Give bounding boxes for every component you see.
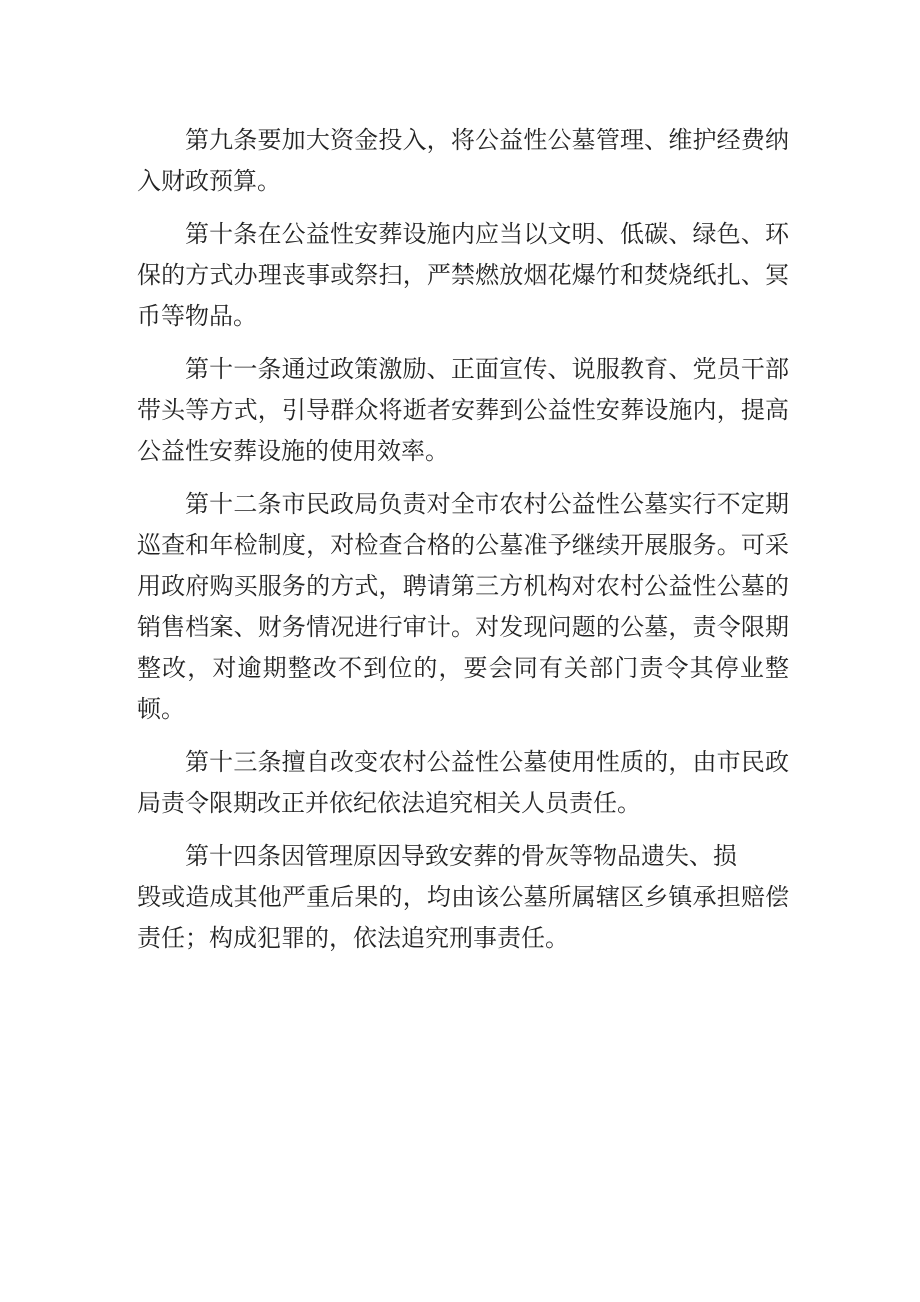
article-10-paragraph: 第十条在公益性安葬设施内应当以文明、低碳、绿色、环保的方式办理丧事或祭扫，严禁燃放烟花爆竹和焚烧纸扎、冥币等物品。 bbox=[137, 220, 789, 330]
article-14-line-2: 毁或造成其他严重后果的，均由该公墓所属辖区乡镇承担赔偿责任；构成犯罪的，依法追究刑事责任。 bbox=[137, 883, 789, 952]
article-14-paragraph bbox=[137, 836, 789, 959]
article-9-paragraph: 第九条要加大资金投入，将公益性公墓管理、维护经费纳入财政预算。 bbox=[137, 126, 789, 195]
article-13-paragraph: 第十三条擅自改变农村公益性公墓使用性质的，由市民政局责令限期改正并依纪依法追究相关人员责任。 bbox=[137, 748, 789, 817]
article-11-paragraph: 第十一条通过政策激励、正面宣传、说服教育、党员干部带头等方式，引导群众将逝者安葬到公益性安葬设施内，提高公益性安葬设施的使用效率。 bbox=[137, 355, 789, 465]
article-12-paragraph: 第十二条市民政局负责对全市农村公益性公墓实行不定期巡查和年检制度，对检查合格的公墓准予继续开展服务。可采用政府购买服务的方式，聘请第三方机构对农村公益性公墓的销售档案、财务情况进行审计。对发现问题的公墓，责令限期整改，对逾期整改不到位的，要会同有关部门责令其停业整顿。 bbox=[137, 490, 789, 723]
document-body bbox=[137, 120, 789, 971]
article-14-line-1: 第十四条因管理原因导致安葬的骨灰等物品遗失、损 bbox=[185, 842, 737, 870]
